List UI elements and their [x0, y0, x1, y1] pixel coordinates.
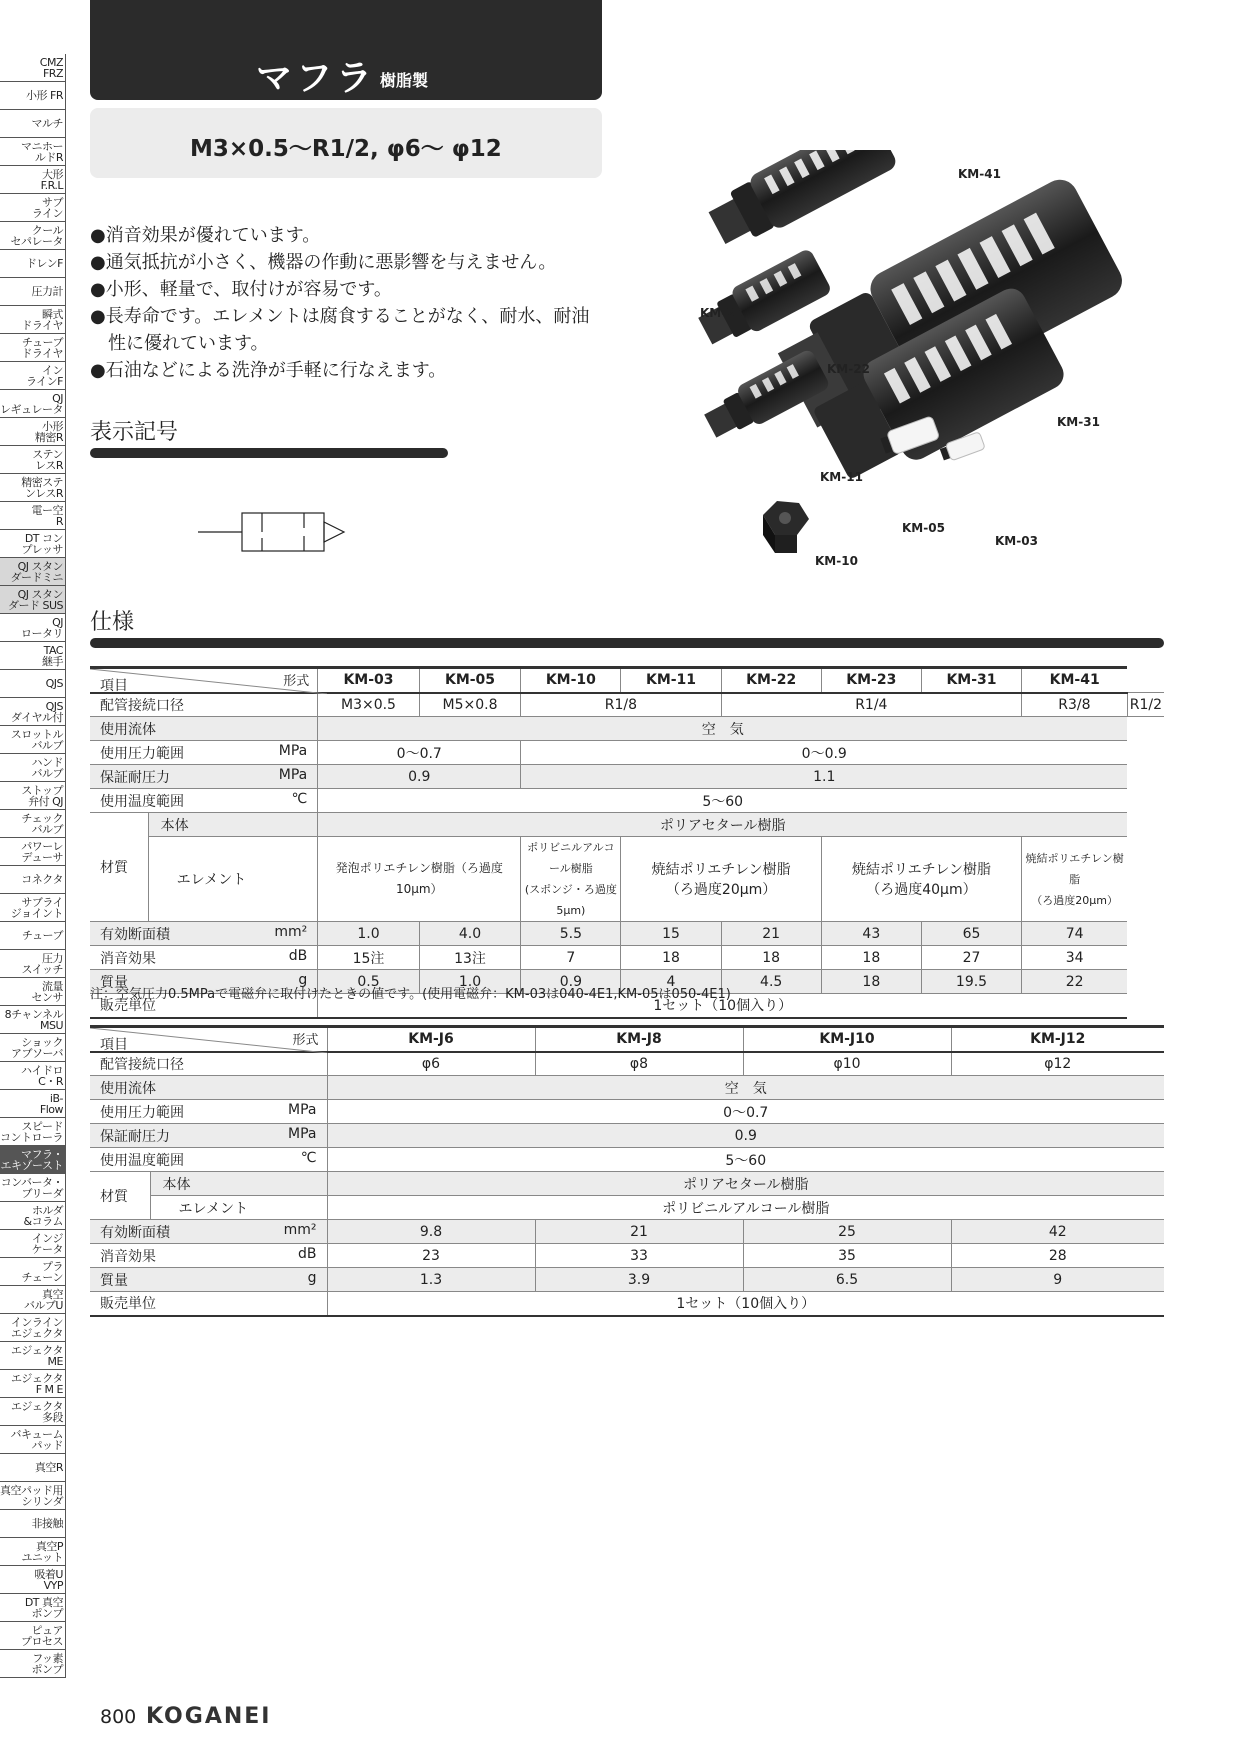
cell: 空 気 — [327, 1076, 1164, 1100]
model-header: KM-J8 — [535, 1027, 743, 1052]
page-title: マフラ — [256, 58, 377, 99]
sidebar-tab[interactable]: スピード コントローラ — [0, 1118, 66, 1146]
cell: 15 — [621, 922, 721, 946]
table-row — [90, 1148, 1164, 1172]
row-label-text: 使用圧力範囲 — [100, 1104, 184, 1121]
row-label-text: 消音効果 — [100, 950, 156, 967]
table-row — [90, 946, 1164, 970]
sidebar-tab[interactable]: サブ ライン — [0, 194, 66, 222]
table-row — [90, 837, 1164, 922]
sidebar-tab[interactable]: ハイドロ C・R — [0, 1062, 66, 1090]
sidebar-tab[interactable]: QJS ダイヤル付 — [0, 698, 66, 726]
feature-item: ●石油などによる洗浄が手軽に行なえます。 — [90, 360, 447, 381]
table-row — [90, 693, 1164, 717]
row-label — [90, 1244, 327, 1268]
model-header: KM-J12 — [951, 1027, 1164, 1052]
cell: 27 — [921, 946, 1021, 970]
table-row — [90, 765, 1164, 789]
spec-heading-bar — [90, 638, 1164, 648]
row-label-text: 有効断面積 — [100, 1224, 170, 1241]
page-title-suffix: 樹脂製 — [380, 71, 429, 90]
row-label-text: 保証耐圧力 — [100, 769, 170, 786]
unit: g — [307, 1269, 317, 1286]
row-label: 材質 — [90, 813, 148, 922]
photo-label-km-10: KM-10 — [815, 554, 858, 568]
unit: MPa — [288, 1101, 317, 1118]
row-label — [90, 765, 318, 789]
sidebar-tab[interactable]: マニホー ルドR — [0, 138, 66, 166]
cell-line: （ろ過度40μm） — [866, 882, 977, 898]
sidebar-tab[interactable]: 圧力 スイッチ — [0, 950, 66, 978]
sidebar-tab[interactable]: TAC 継手 — [0, 642, 66, 670]
photo-label-km-31: KM-31 — [1057, 415, 1100, 429]
cell — [1022, 837, 1128, 922]
cell: 34 — [1022, 946, 1128, 970]
cell-line: （ろ過度20μm） — [1031, 893, 1119, 907]
row-label — [90, 741, 318, 765]
feature-item: ●通気抵抗が小さく、機器の作動に悪影響を与えません。 — [90, 252, 557, 273]
sidebar-tab[interactable]: 大形 F.R.L — [0, 166, 66, 194]
sidebar-tab[interactable]: 小形 精密R — [0, 418, 66, 446]
feature-item: ●長寿命です。エレメントは腐食することがなく、耐水、耐油 性に優れています。 — [90, 306, 590, 354]
header-item-model — [90, 1027, 327, 1052]
sidebar-tab[interactable]: コネクタ — [0, 866, 66, 894]
cell: 21 — [535, 1220, 743, 1244]
cell: 65 — [921, 922, 1021, 946]
cell: 43 — [821, 922, 921, 946]
product-photo — [690, 150, 1130, 570]
feature-item: ●小形、軽量で、取付けが容易です。 — [90, 279, 392, 300]
table-row — [90, 1268, 1164, 1292]
cell: 0.9 — [327, 1124, 1164, 1148]
model-header: KM-03 — [318, 668, 420, 693]
cell: R1/4 — [721, 693, 1022, 717]
row-label — [90, 1148, 327, 1172]
sidebar-tab[interactable]: チェック バルブ — [0, 810, 66, 838]
cell: 18 — [621, 946, 721, 970]
sidebar-tab[interactable]: CMZ FRZ — [0, 54, 66, 82]
table-row — [90, 1220, 1164, 1244]
row-label — [90, 1124, 327, 1148]
cell: 1.0 — [419, 970, 521, 994]
sidebar-tab[interactable]: ホルダ &コラム — [0, 1202, 66, 1230]
model-header: KM-23 — [821, 668, 921, 693]
row-sublabel: 本体 — [150, 1172, 327, 1196]
cell: 4.0 — [419, 922, 521, 946]
cell: φ12 — [951, 1052, 1164, 1076]
header-item: 項目 — [100, 1037, 128, 1053]
row-label-text: 使用圧力範囲 — [100, 745, 184, 762]
row-label-text: 消音効果 — [100, 1248, 156, 1265]
cell: ポリアセタール樹脂 — [318, 813, 1128, 837]
row-label: 販売単位 — [90, 1292, 327, 1316]
table-row — [90, 1196, 1164, 1220]
row-label — [90, 1268, 327, 1292]
cell: 22 — [1022, 970, 1128, 994]
sidebar-tab[interactable]: 吸着U VYP — [0, 1566, 66, 1594]
cell: 1セット（10個入り） — [318, 994, 1128, 1018]
sidebar-tab[interactable]: 非接触 — [0, 1510, 66, 1538]
cell: 42 — [951, 1220, 1164, 1244]
table-row — [90, 922, 1164, 946]
unit: mm² — [283, 1221, 317, 1238]
row-label — [90, 1220, 327, 1244]
cell: 74 — [1022, 922, 1128, 946]
table-row — [90, 1027, 1164, 1052]
model-header: KM-11 — [621, 668, 721, 693]
cell: 9.8 — [327, 1220, 535, 1244]
row-label — [90, 789, 318, 813]
cell: φ10 — [743, 1052, 951, 1076]
brand-logo: KOGANEI — [146, 1704, 272, 1729]
cell: 0〜0.7 — [327, 1100, 1164, 1124]
sidebar-tab[interactable]: スロットル バルブ — [0, 726, 66, 754]
symbol-heading: 表示記号 — [90, 420, 179, 445]
photo-label-km-23: KM-23 — [700, 306, 743, 320]
table-row — [90, 1124, 1164, 1148]
sidebar-tab[interactable]: ドレンF — [0, 250, 66, 278]
row-label-text: 質量 — [100, 974, 128, 991]
sidebar-tab[interactable]: クール セパレータ — [0, 222, 66, 250]
table-row — [90, 717, 1164, 741]
model-header: KM-22 — [721, 668, 821, 693]
spec-table-km — [90, 666, 1164, 1019]
unit: MPa — [278, 766, 308, 783]
cell: 5〜60 — [327, 1148, 1164, 1172]
unit: ℃ — [291, 790, 308, 807]
table-row — [90, 1076, 1164, 1100]
model-header: KM-10 — [521, 668, 621, 693]
row-label — [90, 1100, 327, 1124]
cell: 21 — [721, 922, 821, 946]
sidebar-tab[interactable]: ストップ 弁付 QJ — [0, 782, 66, 810]
cell: φ6 — [327, 1052, 535, 1076]
cell: 発泡ポリエチレン樹脂（ろ過度10μm） — [318, 837, 521, 922]
model-header: KM-31 — [921, 668, 1021, 693]
sidebar-tab[interactable]: 真空 バルブU — [0, 1286, 66, 1314]
cell: 0.5 — [318, 970, 420, 994]
cell: 7 — [521, 946, 621, 970]
sidebar-tab[interactable]: インライン エジェクタ — [0, 1314, 66, 1342]
header-model: 形式 — [283, 674, 310, 689]
cell: 1.0 — [318, 922, 420, 946]
row-sublabel: エレメント — [150, 1196, 327, 1220]
cell-line: （ろ過度20μm） — [665, 882, 777, 898]
cell: M3×0.5 — [318, 693, 420, 717]
cell-line: 焼結ポリエチレン樹脂 — [1025, 851, 1124, 886]
table-row — [90, 1052, 1164, 1076]
sidebar-tab[interactable]: 瞬式 ドライヤ — [0, 306, 66, 334]
cell: 18 — [721, 946, 821, 970]
cell-line: ポリビニルアルコール樹脂 — [527, 841, 615, 875]
sidebar-tab[interactable]: DT コン プレッサ — [0, 530, 66, 558]
cell — [521, 837, 621, 922]
unit: ℃ — [300, 1149, 317, 1166]
row-label-text: 質量 — [100, 1272, 128, 1289]
row-label: 配管接続口径 — [90, 693, 318, 717]
row-label-text: 使用温度範囲 — [100, 793, 184, 810]
sidebar-tab[interactable]: QJ スタン ダードミニ — [0, 558, 66, 586]
cell: 18 — [821, 970, 921, 994]
cell: 3.9 — [535, 1268, 743, 1292]
cell: φ8 — [535, 1052, 743, 1076]
sidebar-tab[interactable]: サブライ ジョイント — [0, 894, 66, 922]
photo-label-km-22: KM-22 — [827, 362, 870, 376]
model-header: KM-J10 — [743, 1027, 951, 1052]
sidebar-tab[interactable]: 圧力計 — [0, 278, 66, 306]
table-row — [90, 741, 1164, 765]
header-item: 項目 — [100, 678, 128, 694]
cell: 13注 — [419, 946, 521, 970]
cell: 6.5 — [743, 1268, 951, 1292]
cell: 1.3 — [327, 1268, 535, 1292]
sidebar-tab[interactable]: 電ー空 R — [0, 502, 66, 530]
table-row — [90, 1172, 1164, 1196]
unit: dB — [298, 1245, 317, 1262]
sidebar-tab[interactable]: フッ素 ポンプ — [0, 1650, 66, 1678]
cell: 4.5 — [721, 970, 821, 994]
sidebar-tab[interactable]: QJ ロータリ — [0, 614, 66, 642]
row-label-text: 保証耐圧力 — [100, 1128, 170, 1145]
cell: 18 — [821, 946, 921, 970]
sidebar-tab[interactable]: ハンド バルブ — [0, 754, 66, 782]
cell: 1.1 — [521, 765, 1127, 789]
cell-line: 焼結ポリエチレン樹脂 — [851, 862, 991, 878]
cell-line: (スポンジ・ろ過度5μm) — [524, 883, 617, 917]
sidebar-tab[interactable]: エジェクタ F M E — [0, 1370, 66, 1398]
sidebar-tab[interactable]: チューブ ドライヤ — [0, 334, 66, 362]
cell: 23 — [327, 1244, 535, 1268]
row-label — [90, 946, 318, 970]
cell: R1/8 — [521, 693, 721, 717]
sidebar-tab[interactable]: QJS — [0, 670, 66, 698]
photo-label-km-41: KM-41 — [958, 167, 1001, 181]
table-row — [90, 789, 1164, 813]
unit: g — [298, 971, 308, 988]
cell: 0〜0.7 — [318, 741, 521, 765]
sidebar-tab[interactable]: ステン レスR — [0, 446, 66, 474]
unit: MPa — [278, 742, 308, 759]
sidebar-tab[interactable]: ピュア プロセス — [0, 1622, 66, 1650]
header-item-model — [90, 668, 318, 693]
sidebar-tab[interactable]: 小形 FR — [0, 82, 66, 110]
model-header: KM-41 — [1022, 668, 1128, 693]
row-label: 材質 — [90, 1172, 150, 1220]
row-sublabel: 本体 — [148, 813, 318, 837]
sidebar-tab[interactable]: コンバータ・ ブリーダ — [0, 1174, 66, 1202]
sidebar-tab[interactable]: iB- Flow — [0, 1090, 66, 1118]
header-model: 形式 — [292, 1033, 319, 1048]
cell — [621, 837, 821, 922]
cell: 19.5 — [921, 970, 1021, 994]
cell: 5.5 — [521, 922, 621, 946]
cell-line: 焼結ポリエチレン樹脂 — [651, 862, 791, 878]
muffler-symbol-icon — [198, 508, 348, 558]
table-row — [90, 1100, 1164, 1124]
spec-table-km-j — [90, 1025, 1164, 1317]
unit: MPa — [288, 1125, 317, 1142]
sidebar-tab[interactable]: エジェクタ 多段 — [0, 1398, 66, 1426]
cell — [821, 837, 1021, 922]
row-label-text: 有効断面積 — [100, 926, 170, 943]
spec-heading: 仕様 — [90, 610, 135, 635]
cell: ポリアセタール樹脂 — [327, 1172, 1164, 1196]
sidebar-tab[interactable]: 精密ステ ンレスR — [0, 474, 66, 502]
row-label: 販売単位 — [90, 994, 318, 1018]
cell: 5〜60 — [318, 789, 1128, 813]
row-label: 使用流体 — [90, 717, 318, 741]
sidebar-tab[interactable]: マフラ・ エキゾースト — [0, 1146, 66, 1174]
table-row — [90, 1244, 1164, 1268]
sidebar-tab[interactable]: 真空P ユニット — [0, 1538, 66, 1566]
sidebar-tab[interactable]: QJ スタン ダード SUS — [0, 586, 66, 614]
row-label-text: 使用温度範囲 — [100, 1152, 184, 1169]
cell: 33 — [535, 1244, 743, 1268]
table-note: 注：空気圧力0.5MPaで電磁弁に取付けたときの値です。(使用電磁弁：KM-03は040-4E1,KM-05は050-4E1) — [90, 987, 731, 1002]
unit: dB — [288, 947, 308, 964]
sidebar-tab[interactable]: プラ チェーン — [0, 1258, 66, 1286]
sidebar-tab[interactable]: 真空パッド用 シリンダ — [0, 1482, 66, 1510]
sidebar-tab[interactable]: DT 真空 ポンプ — [0, 1594, 66, 1622]
index-sidebar — [0, 54, 66, 1678]
cell: 4 — [621, 970, 721, 994]
km-11-image — [700, 348, 831, 446]
sidebar-tab[interactable]: チューブ — [0, 922, 66, 950]
cell: R3/8 — [1022, 693, 1128, 717]
sidebar-tab[interactable]: ショック アブソーバ — [0, 1034, 66, 1062]
sidebar-tab[interactable]: イン ラインF — [0, 362, 66, 390]
cell: 空 気 — [318, 717, 1128, 741]
sidebar-tab[interactable]: 流量 センサ — [0, 978, 66, 1006]
table-row — [90, 813, 1164, 837]
row-label — [90, 922, 318, 946]
cell: ポリビニルアルコール樹脂 — [327, 1196, 1164, 1220]
cell: R1/2 — [1127, 693, 1164, 717]
table-row — [90, 668, 1164, 693]
model-header: KM-05 — [419, 668, 521, 693]
sidebar-tab[interactable]: マルチ — [0, 110, 66, 138]
feature-item: ●消音効果が優れています。 — [90, 225, 321, 246]
page-number: 800 — [100, 1706, 137, 1728]
cell: 28 — [951, 1244, 1164, 1268]
row-label: 配管接続口径 — [90, 1052, 327, 1076]
photo-label-km-11: KM-11 — [820, 470, 863, 484]
km-23-image — [703, 150, 899, 255]
cell: 0.9 — [318, 765, 521, 789]
cell: 1セット（10個入り） — [327, 1292, 1164, 1316]
sidebar-tab[interactable]: インジ ケータ — [0, 1230, 66, 1258]
sidebar-tab[interactable]: エジェクタ ME — [0, 1342, 66, 1370]
cell: 15注 — [318, 946, 420, 970]
feature-list — [90, 222, 610, 384]
cell: 0.9 — [521, 970, 621, 994]
cell: 25 — [743, 1220, 951, 1244]
sidebar-tab[interactable]: パワーレ デューサ — [0, 838, 66, 866]
sidebar-tab[interactable]: バキューム パッド — [0, 1426, 66, 1454]
table-row — [90, 1292, 1164, 1316]
cell: 9 — [951, 1268, 1164, 1292]
cell: M5×0.8 — [419, 693, 521, 717]
symbol-heading-bar — [90, 448, 448, 458]
photo-label-km-05: KM-05 — [902, 521, 945, 535]
sidebar-tab[interactable]: QJ レギュレータ — [0, 390, 66, 418]
model-header: KM-J6 — [327, 1027, 535, 1052]
sidebar-tab[interactable]: 真空R — [0, 1454, 66, 1482]
km-10-image — [763, 501, 809, 553]
photo-label-km-03: KM-03 — [995, 534, 1038, 548]
sidebar-tab[interactable]: 8チャンネル MSU — [0, 1006, 66, 1034]
cell: 0〜0.9 — [521, 741, 1127, 765]
row-sublabel: エレメント — [148, 837, 318, 922]
row-label: 使用流体 — [90, 1076, 327, 1100]
unit: mm² — [274, 923, 308, 940]
cell: 35 — [743, 1244, 951, 1268]
page-subtitle: M3×0.5〜R1/2, φ6〜 φ12 — [190, 136, 502, 162]
